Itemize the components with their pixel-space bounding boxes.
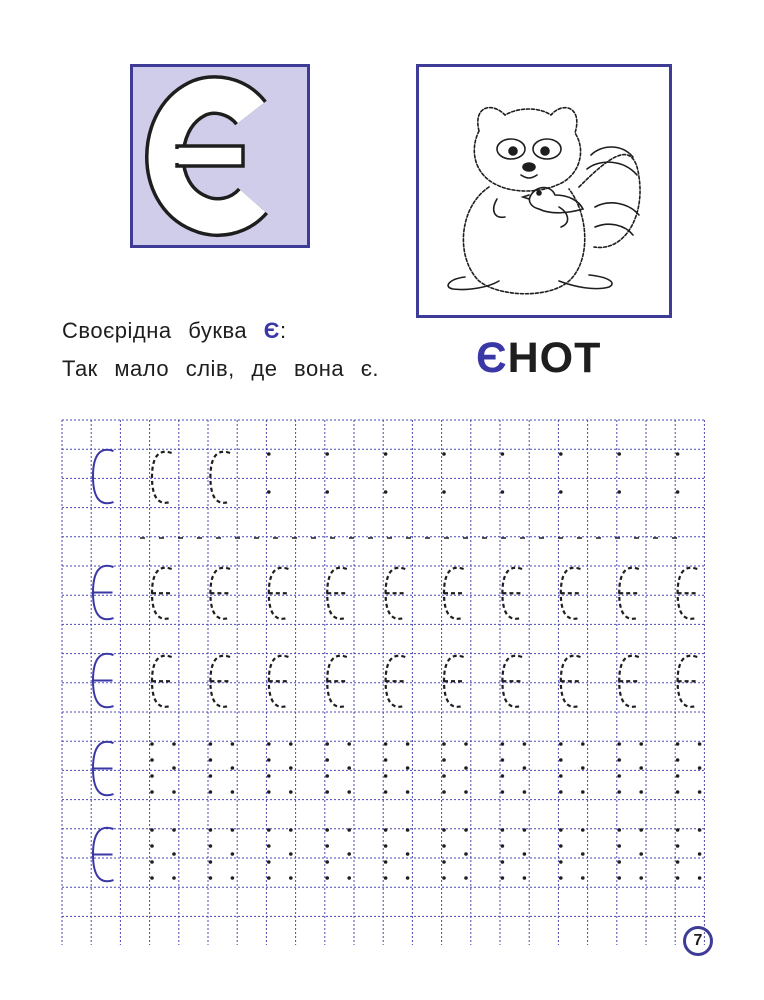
guide-dot: [209, 876, 213, 880]
guide-dot: [150, 742, 154, 746]
example-word-first-letter: Є: [476, 334, 508, 382]
guide-dot: [150, 844, 154, 848]
guide-dot: [384, 452, 388, 456]
guide-dot: [559, 774, 563, 778]
guide-dot: [581, 742, 585, 746]
guide-dot: [698, 790, 702, 794]
guide-dot: [639, 742, 643, 746]
guide-dot: [501, 758, 505, 762]
guide-dot: [384, 742, 388, 746]
guide-dot: [442, 844, 446, 848]
guide-dot: [442, 452, 446, 456]
grid-lines: [62, 420, 704, 945]
guide-dot: [676, 844, 680, 848]
guide-dot: [325, 828, 329, 832]
guide-dot: [442, 828, 446, 832]
guide-dot: [501, 774, 505, 778]
guide-dot: [172, 828, 176, 832]
guide-dot: [406, 766, 410, 770]
guide-dot: [347, 790, 351, 794]
guide-dot: [617, 742, 621, 746]
guide-dot: [289, 766, 293, 770]
guide-dot: [231, 852, 235, 856]
traced-letter: [152, 656, 172, 707]
guide-dot: [442, 490, 446, 494]
guide-dot: [150, 774, 154, 778]
guide-dot: [559, 844, 563, 848]
guide-dot: [267, 876, 271, 880]
page-number: 7: [683, 926, 713, 956]
guide-dot: [267, 774, 271, 778]
traced-letter: [210, 452, 230, 503]
guide-dot: [501, 452, 505, 456]
guide-dot: [289, 828, 293, 832]
guide-dot: [267, 742, 271, 746]
guide-dot: [384, 790, 388, 794]
guide-dot: [676, 828, 680, 832]
sample-letter-row-2: [93, 566, 114, 620]
sample-letter-row-4: [93, 742, 114, 796]
guide-dot: [617, 758, 621, 762]
guide-dot: [639, 790, 643, 794]
poem-line-1-text: Своєрідна буква: [62, 318, 248, 343]
guide-dot: [347, 876, 351, 880]
guide-dot: [639, 766, 643, 770]
guide-dot: [209, 774, 213, 778]
guide-dot: [464, 766, 468, 770]
traced-letter: [210, 568, 230, 619]
traced-letter: [386, 656, 406, 707]
guide-dot: [523, 766, 527, 770]
guide-dot: [581, 876, 585, 880]
traced-letter: [502, 568, 522, 619]
guide-dot: [698, 828, 702, 832]
guide-dot: [209, 742, 213, 746]
traced-letter: [152, 568, 172, 619]
guide-dot: [209, 860, 213, 864]
traced-letter: [561, 656, 581, 707]
guide-dot: [617, 790, 621, 794]
guide-dot: [501, 844, 505, 848]
guide-dot: [347, 766, 351, 770]
guide-dot: [523, 790, 527, 794]
traced-letter: [152, 452, 172, 503]
guide-dot: [172, 742, 176, 746]
guide-dot: [231, 742, 235, 746]
guide-dot: [698, 852, 702, 856]
sample-letter-row-1: [93, 450, 114, 504]
guide-dot: [347, 742, 351, 746]
guide-dot: [698, 876, 702, 880]
sample-letter-row-3: [93, 654, 114, 708]
guide-dot: [406, 876, 410, 880]
guide-dot: [501, 790, 505, 794]
guide-dot: [501, 490, 505, 494]
guide-dot: [209, 790, 213, 794]
guide-dot: [442, 876, 446, 880]
traced-letter: [327, 568, 347, 619]
guide-dot: [150, 758, 154, 762]
guide-dot: [617, 828, 621, 832]
guide-dot: [172, 790, 176, 794]
guide-dot: [676, 742, 680, 746]
guide-dot: [639, 828, 643, 832]
traced-letter: [386, 568, 406, 619]
guide-dot: [172, 766, 176, 770]
guide-dot: [267, 758, 271, 762]
guide-dot: [559, 876, 563, 880]
guide-dot: [209, 844, 213, 848]
guide-dot: [559, 742, 563, 746]
guide-dot: [325, 774, 329, 778]
guide-dot: [676, 490, 680, 494]
guide-dot: [384, 758, 388, 762]
guide-dot: [501, 860, 505, 864]
traced-letter: [269, 656, 289, 707]
guide-dot: [289, 876, 293, 880]
guide-dot: [384, 860, 388, 864]
traced-letter: [269, 568, 289, 619]
guide-dot: [581, 790, 585, 794]
guide-dot: [617, 876, 621, 880]
poem-line-2: Так мало слів, де вона є.: [62, 356, 380, 381]
guide-dot: [698, 742, 702, 746]
guide-dot: [406, 852, 410, 856]
guide-dot: [267, 860, 271, 864]
guide-dot: [442, 790, 446, 794]
guide-dot: [406, 828, 410, 832]
guide-dot: [289, 742, 293, 746]
guide-dot: [347, 828, 351, 832]
guide-dot: [406, 790, 410, 794]
guide-dot: [617, 844, 621, 848]
traced-letter: [210, 656, 230, 707]
guide-dot: [267, 844, 271, 848]
guide-dot: [172, 852, 176, 856]
guide-dot: [581, 828, 585, 832]
guide-dot: [347, 852, 351, 856]
guide-dot: [559, 490, 563, 494]
guide-dot: [267, 828, 271, 832]
guide-dot: [501, 828, 505, 832]
guide-dot: [384, 844, 388, 848]
guide-dot: [150, 876, 154, 880]
guide-dot: [406, 742, 410, 746]
guide-dot: [150, 828, 154, 832]
guide-dot: [676, 876, 680, 880]
guide-dot: [231, 828, 235, 832]
guide-dot: [676, 860, 680, 864]
guide-dot: [676, 452, 680, 456]
guide-dot: [581, 852, 585, 856]
guide-dot: [231, 790, 235, 794]
guide-dot: [267, 452, 271, 456]
guide-dot: [325, 758, 329, 762]
guide-dot: [464, 828, 468, 832]
guide-dot: [325, 490, 329, 494]
poem-line-1-colon: :: [279, 318, 287, 343]
traced-letter: [678, 568, 698, 619]
guide-dot: [559, 758, 563, 762]
guide-dot: [523, 876, 527, 880]
guide-dot: [676, 758, 680, 762]
guide-dot: [676, 774, 680, 778]
guide-dot: [523, 742, 527, 746]
guide-dot: [698, 766, 702, 770]
guide-dot: [442, 860, 446, 864]
guide-dot: [617, 774, 621, 778]
guide-dot: [289, 852, 293, 856]
guide-dot: [209, 758, 213, 762]
guide-dot: [501, 742, 505, 746]
guide-dot: [325, 844, 329, 848]
guide-dot: [384, 490, 388, 494]
guide-dot: [676, 790, 680, 794]
guide-dot: [325, 860, 329, 864]
traced-letter: [502, 656, 522, 707]
guide-dot: [501, 876, 505, 880]
guide-dot: [267, 790, 271, 794]
guide-dot: [464, 742, 468, 746]
guide-dot: [267, 490, 271, 494]
guide-dot: [325, 452, 329, 456]
guide-dot: [581, 766, 585, 770]
guide-dot: [559, 828, 563, 832]
guide-dot: [442, 758, 446, 762]
guide-dot: [639, 876, 643, 880]
guide-dot: [442, 774, 446, 778]
guide-dot: [325, 876, 329, 880]
traced-letter: [444, 568, 464, 619]
guide-dot: [639, 852, 643, 856]
guide-dot: [523, 828, 527, 832]
guide-dot: [559, 860, 563, 864]
guide-dot: [464, 876, 468, 880]
guide-dot: [617, 860, 621, 864]
sample-letter-row-5: [93, 828, 114, 882]
guide-dot: [559, 790, 563, 794]
guide-dot: [464, 790, 468, 794]
traced-letter: [327, 656, 347, 707]
guide-dot: [559, 452, 563, 456]
guide-dot: [384, 828, 388, 832]
traced-letter: [619, 568, 639, 619]
guide-dot: [325, 790, 329, 794]
guide-dot: [384, 876, 388, 880]
guide-dot: [231, 876, 235, 880]
guide-dot: [289, 790, 293, 794]
guide-dot: [464, 852, 468, 856]
guide-dot: [231, 766, 235, 770]
guide-dot: [442, 742, 446, 746]
guide-dot: [150, 860, 154, 864]
guide-dot: [325, 742, 329, 746]
guide-dot: [150, 790, 154, 794]
example-word-rest: НОТ: [507, 334, 602, 382]
grid-marks: [93, 450, 701, 882]
guide-dot: [172, 876, 176, 880]
guide-dot: [617, 490, 621, 494]
traced-letter: [561, 568, 581, 619]
guide-dot: [209, 828, 213, 832]
traced-letter: [444, 656, 464, 707]
guide-dot: [523, 852, 527, 856]
traced-letter: [619, 656, 639, 707]
poem-highlight-letter: Є: [263, 318, 280, 343]
guide-dot: [384, 774, 388, 778]
traced-letter: [678, 656, 698, 707]
guide-dot: [617, 452, 621, 456]
